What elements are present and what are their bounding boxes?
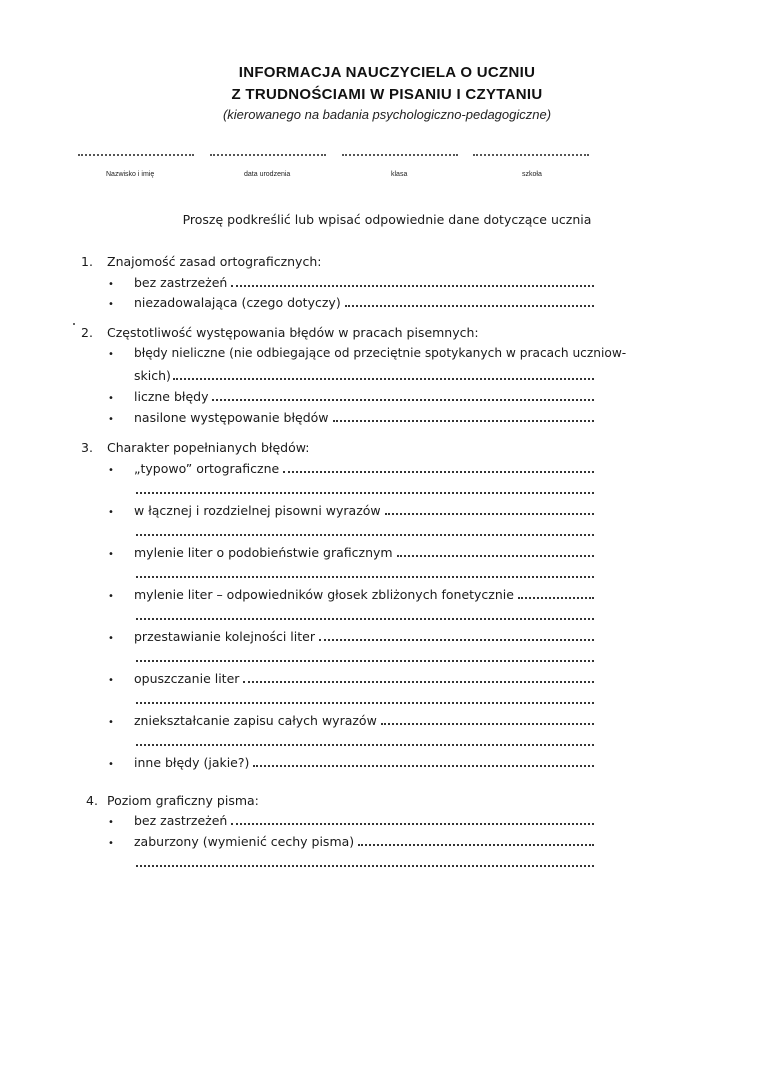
list-item[interactable] bbox=[108, 813, 594, 831]
answer-dotted-line[interactable] bbox=[283, 461, 594, 473]
answer-dotted-line[interactable] bbox=[231, 275, 594, 287]
bullet-icon: • bbox=[108, 759, 114, 770]
list-item[interactable] bbox=[108, 346, 627, 360]
birthdate-field-label: data urodzenia bbox=[244, 171, 291, 178]
option-label: mylenie liter o podobieństwie graficznym bbox=[134, 545, 393, 560]
option-label: „typowo” ortograficzne bbox=[134, 461, 280, 476]
answer-continuation-line[interactable] bbox=[134, 650, 594, 668]
bullet-icon: • bbox=[108, 279, 114, 290]
section-title: Charakter popełnianych błędów: bbox=[107, 440, 310, 455]
section-number: 4. bbox=[86, 793, 98, 808]
list-item[interactable] bbox=[108, 834, 594, 852]
list-item[interactable] bbox=[108, 295, 594, 313]
answer-dotted-line[interactable] bbox=[136, 692, 594, 704]
option-label: w łącznej i rozdzielnej pisowni wyrazów bbox=[134, 503, 381, 518]
school-field-line[interactable] bbox=[473, 150, 589, 156]
option-label-continuation: skich) bbox=[134, 368, 171, 383]
answer-continuation-line[interactable] bbox=[134, 482, 594, 500]
answer-dotted-line[interactable] bbox=[136, 482, 594, 494]
bullet-icon: • bbox=[108, 507, 114, 518]
class-field-line[interactable] bbox=[342, 150, 458, 156]
section-title: Poziom graficzny pisma: bbox=[107, 793, 259, 808]
bullet-icon: • bbox=[108, 817, 114, 828]
answer-dotted-line[interactable] bbox=[136, 855, 594, 867]
answer-dotted-line[interactable] bbox=[385, 503, 594, 515]
bullet-icon: • bbox=[108, 414, 114, 425]
scan-speck bbox=[73, 323, 75, 325]
instruction-text: Proszę podkreślić lub wpisać odpowiednie dane dotyczące ucznia bbox=[182, 212, 592, 227]
list-item[interactable] bbox=[108, 389, 594, 407]
bullet-icon: • bbox=[108, 591, 114, 602]
title-line-2: Z TRUDNOŚCIAMI W PISANIU I CZYTANIU bbox=[231, 86, 543, 103]
option-label: zniekształcanie zapisu całych wyrazów bbox=[134, 713, 377, 728]
section-number: 3. bbox=[81, 440, 93, 455]
list-item[interactable] bbox=[108, 671, 594, 689]
answer-dotted-line[interactable] bbox=[136, 566, 594, 578]
option-label: opuszczanie liter bbox=[134, 671, 240, 686]
class-field-label: klasa bbox=[391, 171, 408, 178]
answer-dotted-line[interactable] bbox=[231, 813, 594, 825]
answer-dotted-line[interactable] bbox=[358, 834, 594, 846]
answer-dotted-line[interactable] bbox=[212, 389, 594, 401]
answer-continuation-line[interactable] bbox=[134, 692, 594, 710]
bullet-icon: • bbox=[108, 717, 114, 728]
list-item[interactable] bbox=[108, 410, 594, 428]
answer-continuation-line[interactable] bbox=[134, 734, 594, 752]
bullet-icon: • bbox=[108, 465, 114, 476]
option-label: nasilone występowanie błędów bbox=[134, 410, 329, 425]
option-label: bez zastrzeżeń bbox=[134, 275, 228, 290]
list-item[interactable] bbox=[108, 713, 594, 731]
section-number: 2. bbox=[81, 325, 93, 340]
list-item[interactable] bbox=[108, 461, 594, 479]
list-item[interactable] bbox=[108, 755, 594, 773]
section-number: 1. bbox=[81, 254, 93, 269]
option-label: mylenie liter – odpowiedników głosek zbliżonych fonetycznie bbox=[134, 587, 514, 602]
list-item[interactable] bbox=[108, 503, 594, 521]
bullet-icon: • bbox=[108, 349, 114, 360]
section-title: Znajomość zasad ortograficznych: bbox=[107, 254, 322, 269]
answer-continuation-line[interactable] bbox=[134, 524, 594, 542]
option-label: przestawianie kolejności liter bbox=[134, 629, 315, 644]
birthdate-field-line[interactable] bbox=[210, 150, 326, 156]
section-4-heading bbox=[81, 793, 259, 808]
section-2-heading bbox=[81, 325, 479, 340]
answer-continuation-line[interactable] bbox=[134, 566, 594, 584]
title-line-1: INFORMACJA NAUCZYCIELA O UCZNIU bbox=[238, 64, 536, 81]
answer-dotted-line[interactable] bbox=[136, 608, 594, 620]
name-field-label: Nazwisko i imię bbox=[106, 171, 155, 178]
answer-dotted-line[interactable] bbox=[173, 368, 594, 380]
answer-dotted-line[interactable] bbox=[333, 410, 594, 422]
option-label: błędy nieliczne (nie odbiegające od przeciętnie spotykanych w pracach uczniow- bbox=[134, 346, 627, 360]
option-label: liczne błędy bbox=[134, 389, 209, 404]
bullet-icon: • bbox=[108, 299, 114, 310]
answer-dotted-line[interactable] bbox=[381, 713, 594, 725]
answer-dotted-line[interactable] bbox=[345, 295, 594, 307]
school-field-label: szkoła bbox=[522, 171, 542, 178]
list-item-continuation[interactable] bbox=[134, 368, 594, 386]
section-3-heading bbox=[81, 440, 309, 455]
bullet-icon: • bbox=[108, 675, 114, 686]
list-item[interactable] bbox=[108, 587, 594, 605]
answer-dotted-line[interactable] bbox=[518, 587, 594, 599]
answer-continuation-line[interactable] bbox=[134, 855, 594, 873]
bullet-icon: • bbox=[108, 549, 114, 560]
name-field-line[interactable] bbox=[78, 150, 194, 156]
option-label: zaburzony (wymienić cechy pisma) bbox=[134, 834, 355, 849]
list-item[interactable] bbox=[108, 629, 594, 647]
option-label: niezadowalająca (czego dotyczy) bbox=[134, 295, 341, 310]
answer-dotted-line[interactable] bbox=[136, 650, 594, 662]
answer-dotted-line[interactable] bbox=[136, 734, 594, 746]
answer-dotted-line[interactable] bbox=[243, 671, 594, 683]
bullet-icon: • bbox=[108, 393, 114, 404]
answer-dotted-line[interactable] bbox=[136, 524, 594, 536]
answer-dotted-line[interactable] bbox=[397, 545, 594, 557]
list-item[interactable] bbox=[108, 275, 594, 293]
section-title: Częstotliwość występowania błędów w pracach pisemnych: bbox=[107, 325, 479, 340]
bullet-icon: • bbox=[108, 633, 114, 644]
answer-continuation-line[interactable] bbox=[134, 608, 594, 626]
answer-dotted-line[interactable] bbox=[319, 629, 594, 641]
option-label: bez zastrzeżeń bbox=[134, 813, 228, 828]
option-label: inne błędy (jakie?) bbox=[134, 755, 250, 770]
answer-dotted-line[interactable] bbox=[253, 755, 594, 767]
list-item[interactable] bbox=[108, 545, 594, 563]
bullet-icon: • bbox=[108, 838, 114, 849]
section-1-heading bbox=[81, 254, 321, 269]
subtitle: (kierowanego na badania psychologiczno-pedagogiczne) bbox=[222, 107, 552, 122]
